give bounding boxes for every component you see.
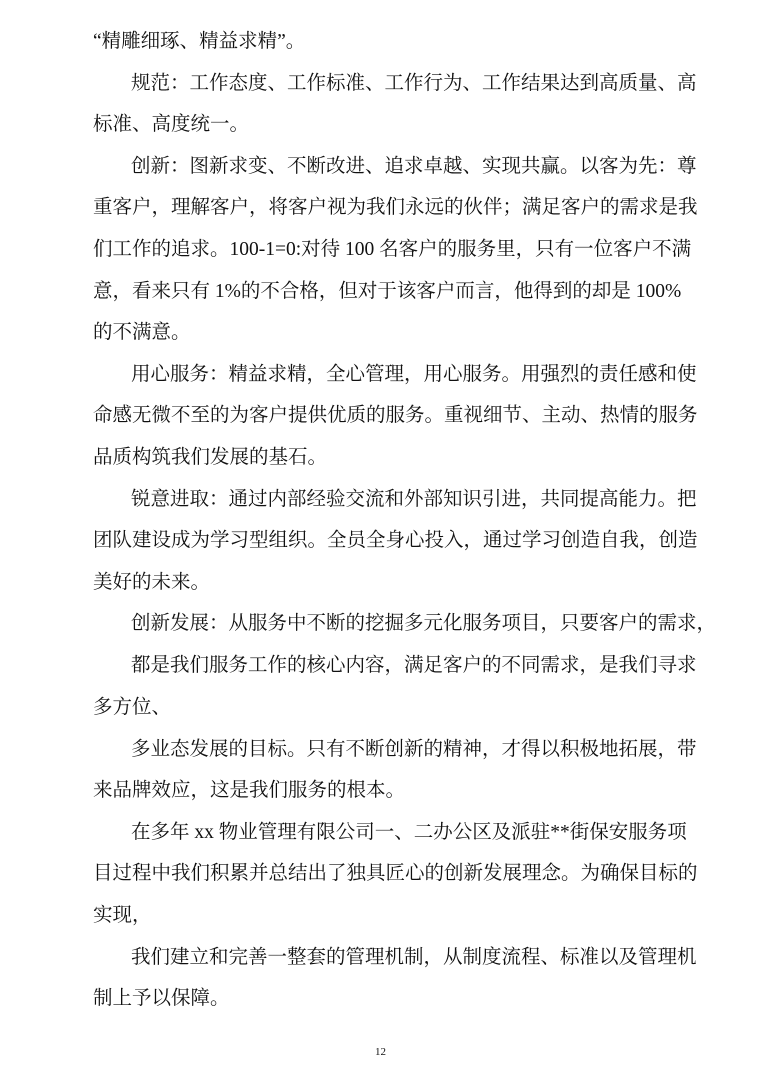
text-line: 美好的未来。 bbox=[93, 572, 211, 593]
text-line: 都是我们服务工作的核心内容，满足客户的不同需求，是我们寻求 bbox=[131, 655, 697, 676]
text-line: 目过程中我们积累并总结出了独具匠心的创新发展理念。为确保目标的 bbox=[93, 863, 698, 884]
page-number: 12 bbox=[375, 1046, 386, 1058]
text-line: 在多年 xx 物业管理有限公司一、二办公区及派驻**街保安服务项 bbox=[131, 822, 687, 843]
text-line: 创新发展：从服务中不断的挖掘多元化服务项目，只要客户的需求， bbox=[131, 613, 717, 634]
text-line: 锐意进取：通过内部经验交流和外部知识引进，共同提高能力。把 bbox=[131, 489, 697, 510]
text-line: 意，看来只有 1%的不合格，但对于该客户而言，他得到的却是 100% bbox=[93, 281, 682, 302]
text-line: 标准、高度统一。 bbox=[93, 114, 250, 135]
text-line: 创新：图新求变、不断改进、追求卓越、实现共赢。以客为先：尊 bbox=[131, 156, 697, 177]
text-line: 们工作的追求。100-1=0:对待 100 名客户的服务里，只有一位客户不满 bbox=[93, 239, 692, 260]
text-line: 重客户，理解客户，将客户视为我们永远的伙伴；满足客户的需求是我 bbox=[93, 197, 698, 218]
text-line: 品质构筑我们发展的基石。 bbox=[93, 447, 328, 468]
text-line: 实现， bbox=[93, 905, 152, 926]
text-line: 团队建设成为学习型组织。全员全身心投入，通过学习创造自我，创造 bbox=[93, 530, 698, 551]
text-line: 我们建立和完善一整套的管理机制，从制度流程、标准以及管理机 bbox=[131, 947, 697, 968]
text-line: 来品牌效应，这是我们服务的根本。 bbox=[93, 780, 406, 801]
text-line: 规范：工作态度、工作标准、工作行为、工作结果达到高质量、高 bbox=[131, 73, 697, 94]
text-line: 制上予以保障。 bbox=[93, 988, 230, 1009]
text-line: 的不满意。 bbox=[93, 322, 191, 343]
text-line: 命感无微不至的为客户提供优质的服务。重视细节、主动、热情的服务 bbox=[93, 405, 698, 426]
text-line: 多业态发展的目标。只有不断创新的精神，才得以积极地拓展，带 bbox=[131, 739, 697, 760]
text-line: 多方位、 bbox=[93, 697, 172, 718]
text-line: “精雕细琢、精益求精”。 bbox=[93, 31, 306, 52]
text-line: 用心服务：精益求精，全心管理，用心服务。用强烈的责任感和使 bbox=[131, 364, 697, 385]
